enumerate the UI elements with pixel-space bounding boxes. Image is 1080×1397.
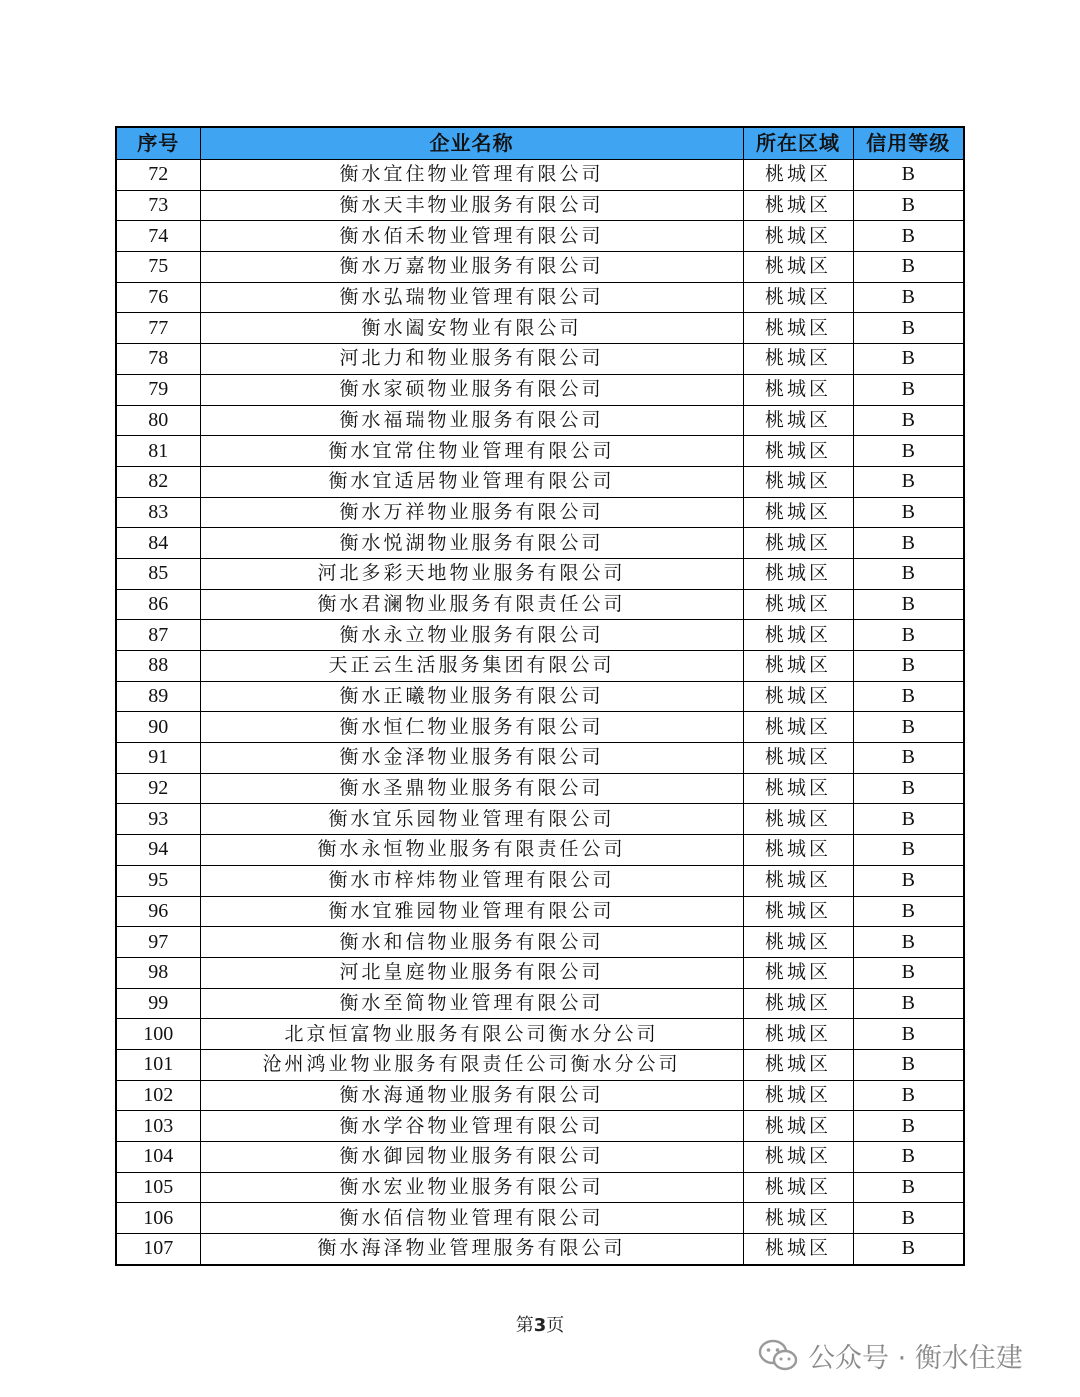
credit-rating-table	[115, 126, 965, 1266]
cell-serial: 95	[116, 865, 200, 896]
cell-credit-grade: B	[853, 1142, 964, 1173]
table-row	[116, 1111, 964, 1142]
cell-serial: 93	[116, 804, 200, 835]
table-row	[116, 896, 964, 927]
table-row	[116, 1049, 964, 1080]
cell-region: 桃城区	[743, 589, 853, 620]
cell-company-name: 衡水恒仁物业服务有限公司	[200, 712, 743, 743]
cell-serial: 74	[116, 221, 200, 252]
cell-company-name: 衡水宜乐园物业管理有限公司	[200, 804, 743, 835]
cell-region: 桃城区	[743, 712, 853, 743]
cell-credit-grade: B	[853, 988, 964, 1019]
cell-serial: 84	[116, 528, 200, 559]
cell-credit-grade: B	[853, 1203, 964, 1234]
cell-company-name: 衡水福瑞物业服务有限公司	[200, 405, 743, 436]
cell-credit-grade: B	[853, 620, 964, 651]
cell-credit-grade: B	[853, 773, 964, 804]
table-row	[116, 221, 964, 252]
table-row	[116, 681, 964, 712]
cell-company-name: 衡水阖安物业有限公司	[200, 313, 743, 344]
cell-company-name: 衡水万嘉物业服务有限公司	[200, 252, 743, 283]
cell-credit-grade: B	[853, 466, 964, 497]
cell-company-name: 衡水学谷物业管理有限公司	[200, 1111, 743, 1142]
cell-serial: 91	[116, 743, 200, 774]
table-row	[116, 466, 964, 497]
cell-credit-grade: B	[853, 313, 964, 344]
cell-region: 桃城区	[743, 252, 853, 283]
header-company-name: 企业名称	[200, 127, 743, 160]
cell-credit-grade: B	[853, 190, 964, 221]
cell-company-name: 衡水和信物业服务有限公司	[200, 927, 743, 958]
cell-company-name: 衡水万祥物业服务有限公司	[200, 497, 743, 528]
cell-region: 桃城区	[743, 773, 853, 804]
cell-region: 桃城区	[743, 405, 853, 436]
cell-credit-grade: B	[853, 436, 964, 467]
cell-serial: 81	[116, 436, 200, 467]
table-row	[116, 957, 964, 988]
table-row	[116, 589, 964, 620]
page-number	[0, 1311, 1080, 1337]
page-prefix: 第	[515, 1315, 534, 1336]
cell-company-name: 天正云生活服务集团有限公司	[200, 651, 743, 682]
cell-credit-grade: B	[853, 1080, 964, 1111]
cell-credit-grade: B	[853, 865, 964, 896]
cell-serial: 76	[116, 282, 200, 313]
cell-credit-grade: B	[853, 282, 964, 313]
cell-credit-grade: B	[853, 1111, 964, 1142]
table-row	[116, 1142, 964, 1173]
cell-region: 桃城区	[743, 558, 853, 589]
cell-credit-grade: B	[853, 1234, 964, 1265]
cell-region: 桃城区	[743, 528, 853, 559]
table-row	[116, 436, 964, 467]
table-row	[116, 252, 964, 283]
table-row	[116, 743, 964, 774]
header-region: 所在区域	[743, 127, 853, 160]
cell-company-name: 衡水弘瑞物业管理有限公司	[200, 282, 743, 313]
cell-region: 桃城区	[743, 190, 853, 221]
cell-serial: 80	[116, 405, 200, 436]
cell-serial: 92	[116, 773, 200, 804]
cell-serial: 96	[116, 896, 200, 927]
table-row	[116, 1019, 964, 1050]
cell-credit-grade: B	[853, 1172, 964, 1203]
cell-credit-grade: B	[853, 589, 964, 620]
cell-company-name: 衡水佰信物业管理有限公司	[200, 1203, 743, 1234]
table-row	[116, 344, 964, 375]
cell-credit-grade: B	[853, 743, 964, 774]
cell-credit-grade: B	[853, 1019, 964, 1050]
cell-region: 桃城区	[743, 957, 853, 988]
cell-region: 桃城区	[743, 896, 853, 927]
table-row	[116, 927, 964, 958]
table-row	[116, 1234, 964, 1265]
table-row	[116, 282, 964, 313]
wechat-watermark	[758, 1335, 1023, 1375]
cell-region: 桃城区	[743, 497, 853, 528]
page-number-value: 3	[533, 1315, 547, 1336]
cell-company-name: 衡水君澜物业服务有限责任公司	[200, 589, 743, 620]
cell-company-name: 衡水正曦物业服务有限公司	[200, 681, 743, 712]
cell-company-name: 衡水市梓炜物业管理有限公司	[200, 865, 743, 896]
cell-company-name: 衡水海泽物业管理服务有限公司	[200, 1234, 743, 1265]
cell-region: 桃城区	[743, 1019, 853, 1050]
cell-serial: 77	[116, 313, 200, 344]
table-row	[116, 190, 964, 221]
table-row	[116, 405, 964, 436]
cell-serial: 72	[116, 160, 200, 191]
wechat-icon	[758, 1339, 798, 1371]
cell-serial: 94	[116, 835, 200, 866]
cell-serial: 97	[116, 927, 200, 958]
cell-credit-grade: B	[853, 252, 964, 283]
cell-company-name: 沧州鸿业物业服务有限责任公司衡水分公司	[200, 1049, 743, 1080]
cell-serial: 83	[116, 497, 200, 528]
table-row	[116, 651, 964, 682]
cell-region: 桃城区	[743, 743, 853, 774]
cell-serial: 88	[116, 651, 200, 682]
cell-region: 桃城区	[743, 436, 853, 467]
cell-region: 桃城区	[743, 1203, 853, 1234]
table-header-row	[116, 127, 964, 160]
table-row	[116, 804, 964, 835]
cell-company-name: 衡水佰禾物业管理有限公司	[200, 221, 743, 252]
cell-region: 桃城区	[743, 374, 853, 405]
table-row	[116, 865, 964, 896]
table-row	[116, 160, 964, 191]
cell-company-name: 衡水宜适居物业管理有限公司	[200, 466, 743, 497]
table-row	[116, 528, 964, 559]
cell-credit-grade: B	[853, 344, 964, 375]
cell-serial: 86	[116, 589, 200, 620]
cell-credit-grade: B	[853, 405, 964, 436]
cell-company-name: 衡水海通物业服务有限公司	[200, 1080, 743, 1111]
cell-company-name: 衡水御园物业服务有限公司	[200, 1142, 743, 1173]
cell-serial: 104	[116, 1142, 200, 1173]
cell-credit-grade: B	[853, 712, 964, 743]
cell-company-name: 河北皇庭物业服务有限公司	[200, 957, 743, 988]
table-row	[116, 712, 964, 743]
cell-credit-grade: B	[853, 957, 964, 988]
cell-region: 桃城区	[743, 927, 853, 958]
cell-company-name: 衡水金泽物业服务有限公司	[200, 743, 743, 774]
cell-credit-grade: B	[853, 221, 964, 252]
cell-serial: 90	[116, 712, 200, 743]
cell-company-name: 河北多彩天地物业服务有限公司	[200, 558, 743, 589]
cell-company-name: 衡水宜雅园物业管理有限公司	[200, 896, 743, 927]
cell-serial: 107	[116, 1234, 200, 1265]
table-row	[116, 988, 964, 1019]
table-row	[116, 558, 964, 589]
cell-region: 桃城区	[743, 681, 853, 712]
cell-serial: 79	[116, 374, 200, 405]
cell-region: 桃城区	[743, 804, 853, 835]
cell-credit-grade: B	[853, 896, 964, 927]
table-body	[116, 160, 964, 1265]
cell-region: 桃城区	[743, 1234, 853, 1265]
page-suffix: 页	[546, 1315, 565, 1336]
cell-region: 桃城区	[743, 1111, 853, 1142]
cell-credit-grade: B	[853, 558, 964, 589]
table-row	[116, 374, 964, 405]
header-serial: 序号	[116, 127, 200, 160]
table-row	[116, 773, 964, 804]
cell-serial: 100	[116, 1019, 200, 1050]
cell-serial: 75	[116, 252, 200, 283]
cell-serial: 101	[116, 1049, 200, 1080]
cell-company-name: 衡水圣鼎物业服务有限公司	[200, 773, 743, 804]
cell-credit-grade: B	[853, 681, 964, 712]
cell-region: 桃城区	[743, 620, 853, 651]
cell-credit-grade: B	[853, 651, 964, 682]
cell-serial: 99	[116, 988, 200, 1019]
cell-region: 桃城区	[743, 313, 853, 344]
cell-serial: 105	[116, 1172, 200, 1203]
cell-region: 桃城区	[743, 835, 853, 866]
cell-serial: 98	[116, 957, 200, 988]
cell-credit-grade: B	[853, 497, 964, 528]
table-row	[116, 497, 964, 528]
cell-credit-grade: B	[853, 927, 964, 958]
cell-serial: 73	[116, 190, 200, 221]
cell-company-name: 衡水家硕物业服务有限公司	[200, 374, 743, 405]
cell-region: 桃城区	[743, 221, 853, 252]
cell-serial: 106	[116, 1203, 200, 1234]
cell-serial: 89	[116, 681, 200, 712]
watermark-text: 公众号 · 衡水住建	[808, 1342, 1023, 1374]
cell-region: 桃城区	[743, 1142, 853, 1173]
cell-company-name: 衡水永恒物业服务有限责任公司	[200, 835, 743, 866]
cell-company-name: 衡水悦湖物业服务有限公司	[200, 528, 743, 559]
cell-company-name: 衡水永立物业服务有限公司	[200, 620, 743, 651]
cell-serial: 87	[116, 620, 200, 651]
table-row	[116, 1080, 964, 1111]
cell-region: 桃城区	[743, 988, 853, 1019]
cell-region: 桃城区	[743, 160, 853, 191]
cell-credit-grade: B	[853, 528, 964, 559]
cell-serial: 85	[116, 558, 200, 589]
cell-credit-grade: B	[853, 835, 964, 866]
cell-region: 桃城区	[743, 282, 853, 313]
cell-company-name: 河北力和物业服务有限公司	[200, 344, 743, 375]
cell-credit-grade: B	[853, 374, 964, 405]
cell-region: 桃城区	[743, 1080, 853, 1111]
cell-credit-grade: B	[853, 160, 964, 191]
cell-region: 桃城区	[743, 466, 853, 497]
table-row	[116, 313, 964, 344]
cell-company-name: 衡水至简物业管理有限公司	[200, 988, 743, 1019]
cell-serial: 78	[116, 344, 200, 375]
cell-serial: 82	[116, 466, 200, 497]
table-row	[116, 620, 964, 651]
cell-company-name: 衡水天丰物业服务有限公司	[200, 190, 743, 221]
cell-region: 桃城区	[743, 344, 853, 375]
table-row	[116, 1203, 964, 1234]
cell-company-name: 北京恒富物业服务有限公司衡水分公司	[200, 1019, 743, 1050]
cell-credit-grade: B	[853, 804, 964, 835]
cell-region: 桃城区	[743, 651, 853, 682]
cell-company-name: 衡水宜住物业管理有限公司	[200, 160, 743, 191]
table-row	[116, 1172, 964, 1203]
header-credit-grade: 信用等级	[853, 127, 964, 160]
cell-credit-grade: B	[853, 1049, 964, 1080]
cell-company-name: 衡水宏业物业服务有限公司	[200, 1172, 743, 1203]
cell-region: 桃城区	[743, 1172, 853, 1203]
table-row	[116, 835, 964, 866]
cell-region: 桃城区	[743, 1049, 853, 1080]
cell-company-name: 衡水宜常住物业管理有限公司	[200, 436, 743, 467]
cell-serial: 103	[116, 1111, 200, 1142]
cell-serial: 102	[116, 1080, 200, 1111]
cell-region: 桃城区	[743, 865, 853, 896]
